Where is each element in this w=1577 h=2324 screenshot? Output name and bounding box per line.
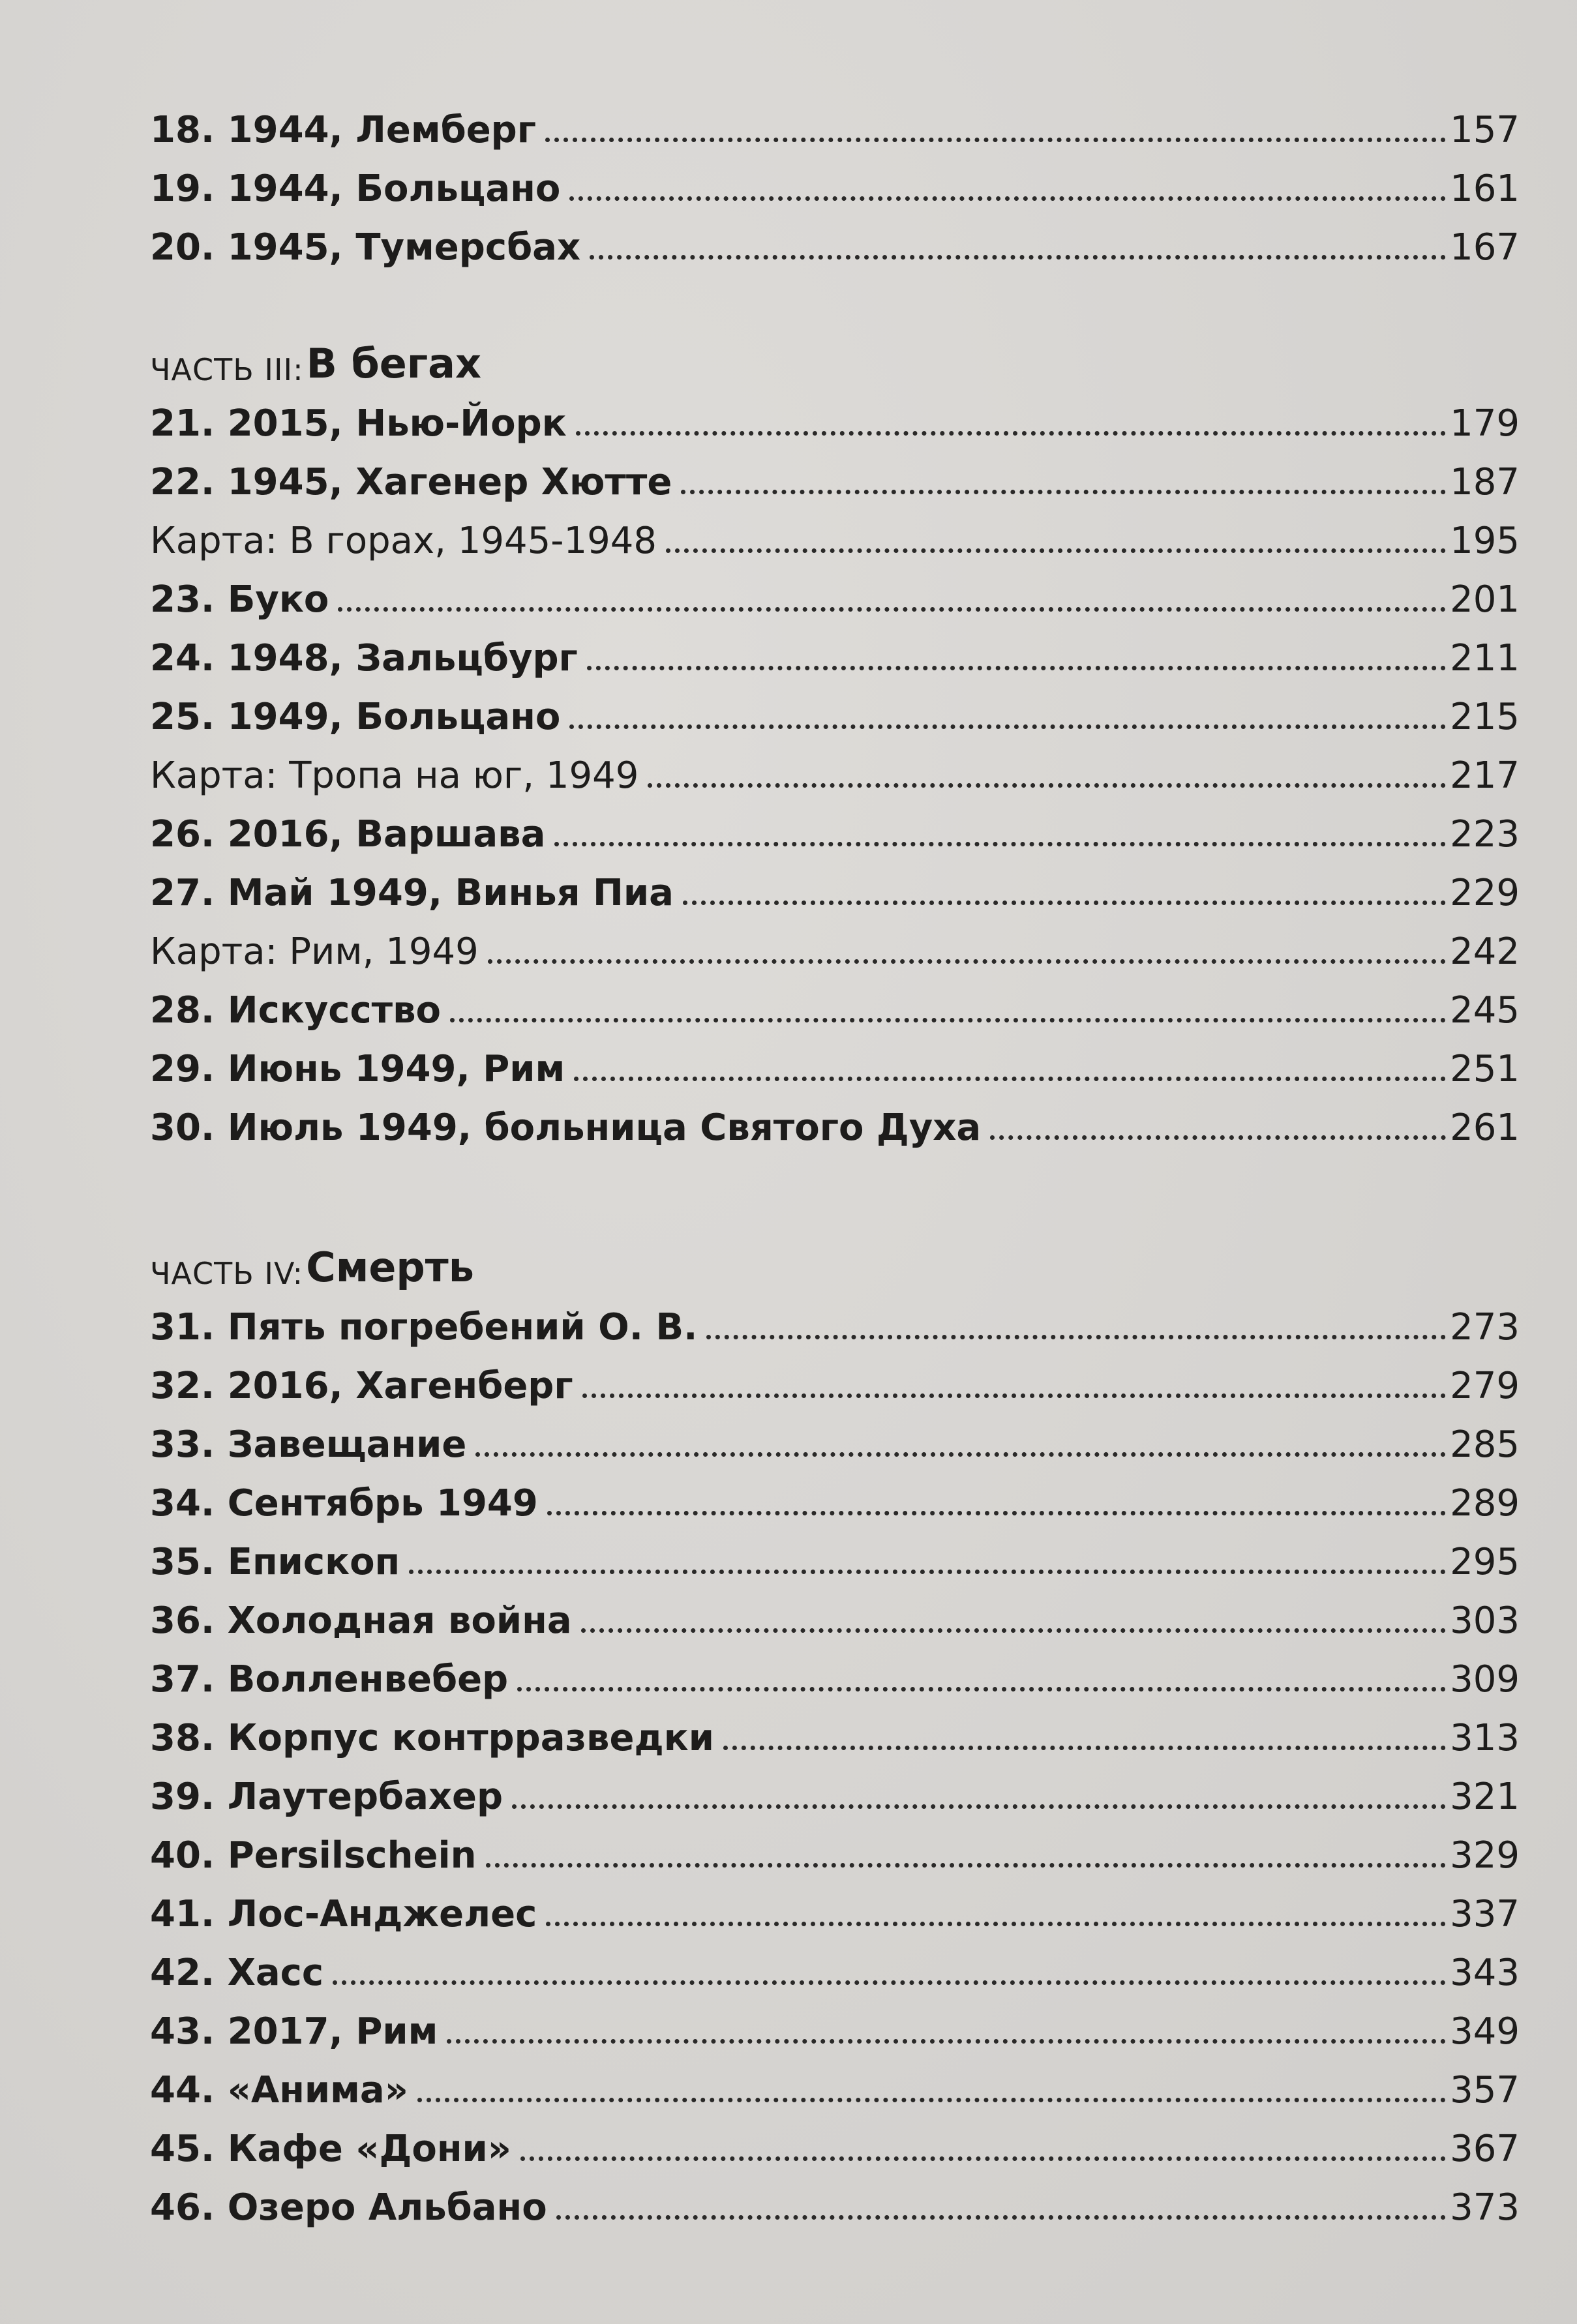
dot-leader — [569, 724, 1446, 729]
section-spacer — [150, 1154, 1520, 1239]
toc-entry-title: 35. Епископ — [150, 1541, 400, 1583]
toc-entry-title: 43. 2017, Рим — [150, 2010, 438, 2053]
toc-entry[interactable] — [150, 98, 1520, 156]
toc-entry-title: 38. Корпус контрразведки — [150, 1717, 714, 1759]
toc-entry-title: 39. Лаутербахер — [150, 1776, 503, 1818]
dot-leader — [517, 1687, 1446, 1691]
toc-entry-title: 21. 2015, Нью-Йорк — [150, 402, 567, 445]
part-label: ЧАСТЬ IV: — [150, 1256, 304, 1291]
toc-entry-page: 217 — [1450, 754, 1520, 797]
toc-entry-page: 273 — [1450, 1306, 1520, 1348]
toc-entry-title: Карта: Рим, 1949 — [150, 931, 479, 973]
dot-leader — [409, 1570, 1446, 1574]
toc-entry-title: 25. 1949, Больцано — [150, 696, 561, 738]
toc-section-part-4 — [150, 1239, 1520, 2234]
toc-entry-page: 261 — [1450, 1107, 1520, 1149]
toc-entry-page: 303 — [1450, 1600, 1520, 1642]
toc-entry-title: 27. Май 1949, Винья Пиа — [150, 872, 674, 914]
dot-leader — [582, 1393, 1446, 1398]
toc-entry-title: 19. 1944, Больцано — [150, 168, 561, 210]
toc-entry-title: 42. Хасс — [150, 1952, 324, 1994]
toc-entry-page: 349 — [1450, 2010, 1520, 2053]
toc-entry-page: 367 — [1450, 2128, 1520, 2170]
toc-entry-title: 24. 1948, Зальцбург — [150, 637, 578, 679]
dot-leader — [333, 1980, 1446, 1985]
toc-entry-map[interactable] — [150, 509, 1520, 567]
toc-entry-page: 313 — [1450, 1717, 1520, 1759]
dot-leader — [990, 1135, 1446, 1140]
toc-entry[interactable] — [150, 215, 1520, 274]
toc-section-part-3 — [150, 335, 1520, 1154]
toc-entry[interactable] — [150, 685, 1520, 743]
toc-entry-title: 23. Буко — [150, 578, 329, 621]
toc-entry-title: 22. 1945, Хагенер Хютте — [150, 461, 672, 503]
dot-leader — [576, 431, 1446, 436]
toc-entry-title: 31. Пять погребений О. В. — [150, 1306, 698, 1348]
toc-entry[interactable] — [150, 2175, 1520, 2234]
toc-entry-page: 343 — [1450, 1952, 1520, 1994]
toc-entry-title: 32. 2016, Хагенберг — [150, 1365, 573, 1407]
dot-leader — [648, 783, 1446, 788]
dot-leader — [683, 901, 1446, 905]
dot-leader — [447, 2039, 1446, 2044]
toc-entry-title: 44. «Анима» — [150, 2069, 408, 2111]
toc-entry-page: 245 — [1450, 989, 1520, 1032]
toc-entry[interactable] — [150, 2117, 1520, 2175]
toc-entry[interactable] — [150, 1412, 1520, 1471]
toc-entry[interactable] — [150, 1941, 1520, 1999]
toc-entry-page: 179 — [1450, 402, 1520, 445]
part-title: В бегах — [306, 340, 482, 387]
dot-leader — [556, 2215, 1446, 2220]
toc-entry-page: 329 — [1450, 1834, 1520, 1877]
part-label: ЧАСТЬ III: — [150, 352, 304, 387]
toc-entry[interactable] — [150, 391, 1520, 450]
toc-entry-title: 26. 2016, Варшава — [150, 813, 546, 856]
dot-leader — [545, 138, 1446, 142]
toc-entry-title: 37. Волленвебер — [150, 1658, 509, 1701]
toc-entry-title: 33. Завещание — [150, 1423, 467, 1466]
toc-entry-page: 161 — [1450, 168, 1520, 210]
toc-entry[interactable] — [150, 1765, 1520, 1823]
toc-entry[interactable] — [150, 567, 1520, 626]
toc-entry-title: 20. 1945, Тумерсбах — [150, 226, 581, 269]
dot-leader — [520, 2156, 1446, 2161]
dot-leader — [590, 255, 1446, 260]
table-of-contents — [150, 98, 1520, 2234]
dot-leader — [512, 1804, 1446, 1809]
dot-leader — [706, 1335, 1446, 1339]
dot-leader — [574, 1077, 1446, 1081]
toc-entry-page: 279 — [1450, 1365, 1520, 1407]
toc-entry-page: 242 — [1450, 931, 1520, 973]
toc-entry-page: 373 — [1450, 2186, 1520, 2229]
toc-entry-title: 45. Кафе «Дони» — [150, 2128, 511, 2170]
toc-entry[interactable] — [150, 1037, 1520, 1095]
part-title: Смерть — [306, 1244, 474, 1291]
toc-entry-page: 357 — [1450, 2069, 1520, 2111]
toc-entry[interactable] — [150, 1471, 1520, 1530]
part-heading — [150, 1239, 1520, 1295]
dot-leader — [475, 1452, 1446, 1457]
dot-leader — [546, 1922, 1446, 1926]
toc-entry[interactable] — [150, 626, 1520, 685]
toc-entry[interactable] — [150, 1295, 1520, 1354]
toc-entry[interactable] — [150, 1095, 1520, 1154]
toc-entry-page: 167 — [1450, 226, 1520, 269]
dot-leader — [666, 548, 1446, 553]
dot-leader — [554, 842, 1446, 846]
toc-entry[interactable] — [150, 1823, 1520, 1882]
toc-entry[interactable] — [150, 978, 1520, 1037]
section-spacer — [150, 274, 1520, 335]
dot-leader — [547, 1511, 1446, 1515]
toc-entry[interactable] — [150, 1999, 1520, 2058]
toc-entry[interactable] — [150, 450, 1520, 509]
toc-entry-page: 195 — [1450, 520, 1520, 562]
dot-leader — [569, 196, 1446, 201]
dot-leader — [450, 1018, 1446, 1022]
toc-entry-title: 40. Persilschein — [150, 1834, 477, 1877]
toc-entry[interactable] — [150, 1354, 1520, 1412]
toc-entry[interactable] — [150, 1588, 1520, 1647]
toc-entry[interactable] — [150, 1530, 1520, 1588]
toc-entry-title: 28. Искусство — [150, 989, 442, 1032]
toc-entry[interactable] — [150, 156, 1520, 215]
toc-entry[interactable] — [150, 861, 1520, 919]
toc-entry-page: 211 — [1450, 637, 1520, 679]
dot-leader — [587, 666, 1446, 670]
toc-entry-page: 201 — [1450, 578, 1520, 621]
dot-leader — [581, 1628, 1446, 1633]
toc-entry-page: 157 — [1450, 109, 1520, 151]
toc-entry-page: 321 — [1450, 1776, 1520, 1818]
toc-entry[interactable] — [150, 1647, 1520, 1706]
toc-entry-page: 229 — [1450, 872, 1520, 914]
dot-leader — [723, 1746, 1446, 1750]
toc-entry[interactable] — [150, 2058, 1520, 2117]
dot-leader — [681, 490, 1446, 494]
toc-entry-page: 289 — [1450, 1482, 1520, 1525]
toc-entry-page: 223 — [1450, 813, 1520, 856]
toc-entry-title: 46. Озеро Альбано — [150, 2186, 547, 2229]
toc-entry[interactable] — [150, 1706, 1520, 1765]
toc-entry-map[interactable] — [150, 919, 1520, 978]
toc-entry-page: 337 — [1450, 1893, 1520, 1935]
toc-entry-page: 215 — [1450, 696, 1520, 738]
part-heading — [150, 335, 1520, 391]
toc-entry-title: 41. Лос-Анджелес — [150, 1893, 537, 1935]
toc-entry-page: 295 — [1450, 1541, 1520, 1583]
dot-leader — [338, 607, 1446, 612]
dot-leader — [486, 1863, 1447, 1868]
toc-entry-page: 309 — [1450, 1658, 1520, 1701]
toc-entry-title: 29. Июнь 1949, Рим — [150, 1048, 565, 1090]
toc-entry-title: 34. Сентябрь 1949 — [150, 1482, 538, 1525]
toc-entry[interactable] — [150, 802, 1520, 861]
toc-entry-title: Карта: Тропа на юг, 1949 — [150, 754, 639, 797]
toc-entry-title: Карта: В горах, 1945-1948 — [150, 520, 657, 562]
toc-entry-title: 18. 1944, Лемберг — [150, 109, 537, 151]
toc-entry-title: 36. Холодная война — [150, 1600, 572, 1642]
toc-entry-title: 30. Июль 1949, больница Святого Духа — [150, 1107, 982, 1149]
toc-entry-page: 285 — [1450, 1423, 1520, 1466]
dot-leader — [488, 959, 1446, 964]
toc-entry-map[interactable] — [150, 743, 1520, 802]
dot-leader — [417, 2098, 1446, 2102]
toc-entry-page: 251 — [1450, 1048, 1520, 1090]
toc-section — [150, 98, 1520, 274]
toc-entry[interactable] — [150, 1882, 1520, 1941]
toc-entry-page: 187 — [1450, 461, 1520, 503]
